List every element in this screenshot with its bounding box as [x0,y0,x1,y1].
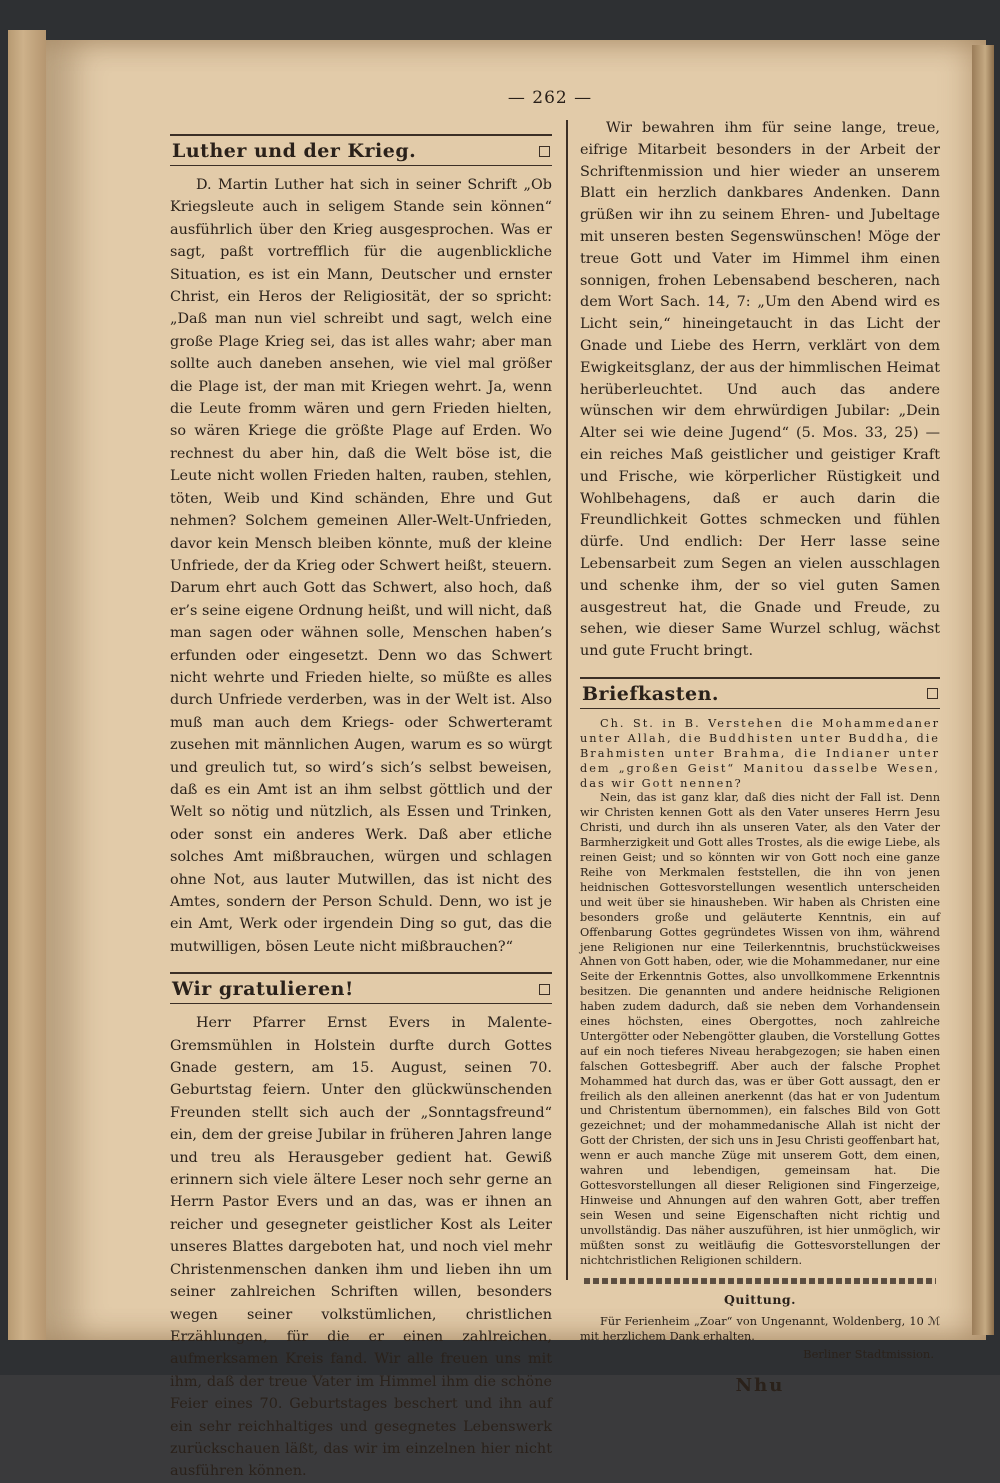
page-number: — 262 — [507,88,593,108]
column-divider [566,120,568,1280]
wavy-divider [584,1278,936,1284]
section-title: Briefkasten. [582,682,720,705]
article-gratulieren-text: Herr Pfarrer Ernst Evers in Malente-Gremsmühlen in Holstein durfte durch Gottes Gnade gestern, am 15. August, seinen 70. Geburtstag feiern. Unter den glückwünschenden Freunden stellt sich auch der „Sonntagsfreund“ ein, dem der greise Jubilar in früheren Jahren lange und treu als Herausgeber gedient hat. Gewiß erinnern sich viele ältere Leser noch sehr gerne an Herrn Pastor Evers und an das, was er ihnen an reicher und gesegneter geistlicher Kost als Leiter unseres Blattes dargeboten hat, und noch viel mehr Christenmenschen danken ihm und lieben ihn um seiner zahlreichen Schriften willen, besonders wegen seiner volkstümlichen, christlichen Erzählungen, für die er einen zahlreichen, aufmerksamen Kreis fand. Wir alle freuen uns mit ihm, daß der treue Vater im Himmel ihm die schöne Feier eines 70. Geburtstages beschert und ihn auf ein sehr reichhaltiges und gesegnetes Lebenswerk zurückschauen läßt, das wir im einzelnen hier nicht ausführen können. [170,1015,552,1480]
briefkasten-question: Ch. St. in B. Verstehen die Mohammedaner unter Allah, die Buddhisten unter Buddha, die Brahmisten unter Brahma, die Indianer unter dem „großen Geist“ Manitou dasselbe Wesen, das wir Gott nennen? [580,716,940,790]
section-title: Wir gratulieren! [172,978,354,1001]
quittung-text: Für Ferienheim „Zoar“ von Ungenannt, Woldenberg, 10 ℳ mit herzlichem Dank erhalten. [580,1315,940,1344]
article-luther-text: D. Martin Luther hat sich in seiner Schrift „Ob Kriegsleute auch in seligem Stande sein können“ ausführlich über den Krieg ausgesprochen. Was er sagt, paßt vortrefflich für die augenblickliche Situation, es ist ein Mann, Deutscher und ernster Christ, ein Heros der Religiosität, der so spricht: „Daß man nun viel schreibt und sagt, welch eine große Plage Krieg sei, das ist alles wahr; aber man sollte auch daneben ansehen, wie viel mal größer die Plage ist, der man mit Kriegen wehrt. Ja, wenn die Leute fromm wären und gern Frieden hielten, so wären Kriege die größte Plage auf Erden. Wo rechnest du aber hin, daß die Welt böse ist, die Leute nicht wollen Frieden halten, rauben, stehlen, töten, Weib und Kind schänden, Ehre und Gut nehmen? Solchem gemeinen Aller-Welt-Unfrieden, davor kein Mensch bleiben könnte, muß der kleine Unfriede, der da Krieg oder Schwert heißt, steuern. Darum ehrt auch Gott das Schwert, also hoch, daß er’s seine eigene Ordnung heißt, und will nicht, daß man sagen oder wähnen solle, Menschen haben’s erfunden oder eingesetzt. Denn wo das Schwert nicht wehrte und Frieden hielte, so müßte es alles durch Unfriede verderben, was in der Welt ist. Also muß man auch dem Kriegs- oder Schwerteramt zusehen mit männlichen Augen, warum es so würgt und greulich tut, so wird’s sich’s selbst beweisen, daß es ein Amt ist an ihm selbst göttlich und der Welt so nötig und nützlich, als Essen und Trinken, oder sonst ein anderes Werk. Daß aber etliche solches Amt mißbrauchen, würgen und schlagen ohne Not, aus lauter Mutwillen, das ist nicht des Amtes, sondern der Person Schuld. Denn, wo ist je ein Amt, Werk oder irgendein Ding so gut, das die mutwilligen, bösen Leute nicht mißbrauchen?“ [170,177,552,955]
section-heading-luther [170,134,552,166]
page-stack-left [8,30,46,1340]
right-column [580,118,940,1396]
square-ornament-icon [927,688,938,699]
page-stack-right [972,45,994,1335]
square-ornament-icon [539,984,550,995]
article-gratulieren-continuation: Wir bewahren ihm für seine lange, treue, eifrige Mitarbeit besonders in der Arbeit der Schriftenmission und hier wieder an unserem Blatt ein herzlich dankbares Andenken. Dann grüßen wir ihn zu seinem Ehren- und Jubeltage mit unseren besten Segenswünschen! Möge der treue Gott und Vater im Himmel ihm einen sonnigen, frohen Lebensabend bescheren, nach dem Wort Sach. 14, 7: „Um den Abend wird es Licht sein,“ hineingetaucht in das Licht der Gnade und Liebe des Herrn, verklärt von dem Ewigkeitsglanz, der aus der himmlischen Heimat herüberleuchtet. Und auch das andere wünschen wir dem ehrwürdigen Jubilar: „Dein Alter sei wie deine Jugend“ (5. Mos. 33, 25) — ein reiches Maß geistlicher und geistiger Kraft und Frische, wie körperlicher Rüstigkeit und Wohlbehagens, daß er auch darin die Freundlichkeit Gottes schmecken und fühlen dürfe. Und endlich: Der Herr lasse seine Lebensarbeit zum Segen an vielen ausschlagen und schenke ihm, der so viel guten Samen ausgestreut hat, die Gnade und Freude, zu sehen, wie dieser Same Wurzel schlug, wächst und gute Frucht bringt. [580,120,940,660]
quittung-signature: Berliner Stadtmission. [803,1347,934,1362]
square-ornament-icon [539,146,550,157]
quittung-title: Quittung. [723,1292,797,1308]
briefkasten-answer: Nein, das ist ganz klar, daß dies nicht der Fall ist. Denn wir Christen kennen Gott als den Vater unseres Herrn Jesu Christi, und durch ihn als unseren Vater, als den Vater der Barmherzigkeit und Gott alles Trostes, als die ewige Liebe, als reinen Geist; und so könnten wir von Gott noch eine ganze Reihe von Merkmalen feststellen, die ihn von jenen heidnischen Gottesvorstellungen wesentlich unterscheiden und weit über sie hinausheben. Wir haben als Christen eine besonders große und geläuterte Kenntnis, ein auf Offenbarung Gottes gegründetes Wissen von ihm, während jene Religionen nur eine Teilerkenntnis, bruchstückweises Ahnen von Gott haben, oder, wie die Mohammedaner, nur eine Seite der Erkenntnis Gottes, also unvollkommene Erkenntnis besitzen. Die genannten und andere heidnische Religionen haben zudem dadurch, daß sie neben dem Vorhandensein eines höchsten, eines Obergottes, noch zahlreiche Untergötter oder Nebengötter glauben, die Vorstellung Gottes auf ein noch tieferes Niveau herabgezogen; sie haben einen falschen Gottesbegriff. Aber auch der falsche Prophet Mohammed hat durch das, was er über Gott aussagt, den er freilich als den alleinen anerkennt (das hat er von Judentum und Christentum übernommen), ein falsches Bild von Gott gezeichnet; und der mohammedanische Allah ist nicht der Gott der Christen, der sich uns in Jesu Christi geoffenbart hat, wenn er auch manche Züge mit unserem Gott, dem einen, wahren und lebendigen, gemeinsam hat. Die Gottesvorstellungen all dieser Religionen sind Fingerzeige, Hinweise und Ahnungen auf den wahren Gott, aber treffen sein Wesen und seine Eigenschaften nicht richtig und unvollständig. Das näher auszuführen, ist hier unmöglich, wir müßten sonst zu weitläufig die Gottesvorstellungen der nichtchristlichen Religionen schildern. [580,791,940,1267]
left-column [170,124,552,1483]
section-heading-briefkasten [580,677,940,709]
section-title: Luther und der Krieg. [172,140,417,162]
end-ornament: Nhu [735,1375,785,1397]
section-heading-gratulieren [170,972,552,1004]
